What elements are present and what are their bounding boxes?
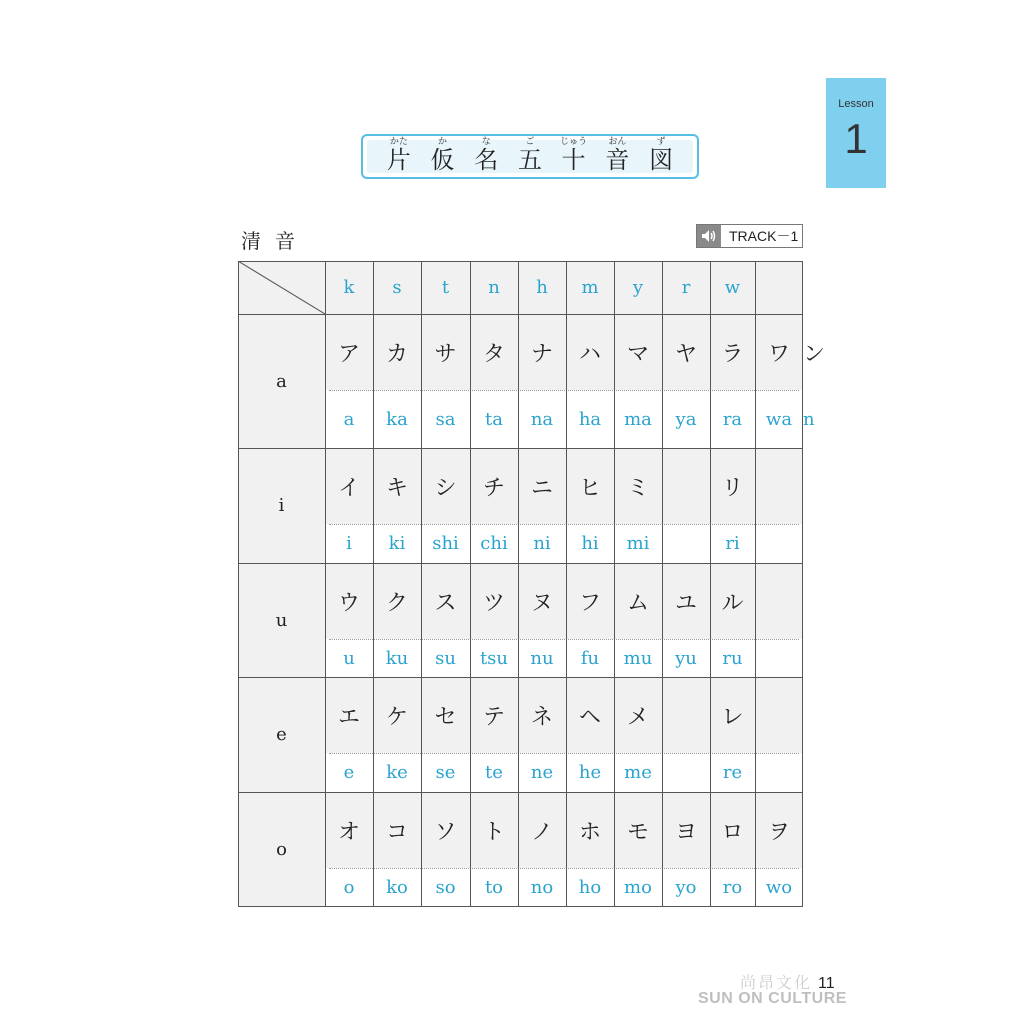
column-header: t — [441, 277, 450, 298]
romaji-cell: te — [485, 762, 503, 783]
romaji-cell — [755, 524, 803, 563]
title-ruby: な — [481, 137, 491, 147]
romaji-cell: su — [435, 647, 456, 669]
romaji-cell: u — [343, 647, 355, 669]
vowel-label: u — [275, 609, 288, 631]
row-divider — [329, 390, 799, 391]
kana-cell: ユ — [674, 590, 697, 616]
grid-vline — [710, 261, 711, 907]
kana-cell: キ — [385, 475, 408, 501]
kana-cell: ウ — [337, 590, 360, 616]
grid-vline — [421, 261, 422, 907]
watermark-cn: 尚昂文化 — [740, 973, 813, 992]
grid-hline — [238, 677, 803, 678]
grid-hline — [238, 261, 803, 262]
romaji-cell: ma — [624, 408, 652, 430]
kana-cell: ヨ — [674, 819, 697, 845]
romaji-cell: ne — [530, 762, 554, 783]
vowel-label: e — [276, 724, 287, 745]
grid-hline — [238, 563, 803, 564]
speaker-icon — [697, 225, 721, 247]
kana-cell: ム — [626, 590, 649, 616]
page-title — [361, 134, 699, 179]
romaji-cell: ru — [722, 647, 743, 669]
kana-cell: ミ — [626, 475, 649, 501]
column-header: k — [343, 277, 355, 298]
kana-cell — [662, 448, 710, 524]
romaji-cell: i — [346, 533, 352, 554]
romaji-cell: n — [803, 408, 815, 430]
title-char — [469, 137, 503, 173]
romaji-cell: no — [530, 877, 554, 898]
romaji-cell: mo — [624, 877, 652, 898]
romaji-cell: mu — [623, 647, 653, 669]
title-kanji: 名 — [474, 146, 499, 174]
romaji-cell: ha — [578, 408, 602, 430]
title-char — [600, 137, 634, 173]
kana-cell: ヲ — [767, 819, 790, 845]
kana-cell: レ — [721, 704, 744, 730]
romaji-cell: na — [530, 408, 554, 430]
kana-cell: タ — [482, 341, 505, 367]
romaji-cell: e — [343, 762, 355, 783]
vowel-label: o — [276, 839, 287, 860]
title-ruby: ず — [656, 137, 666, 147]
title-ruby: ご — [525, 137, 535, 147]
kana-cell: テ — [482, 704, 505, 730]
romaji-cell: hi — [581, 533, 599, 554]
kana-cell: シ — [434, 475, 457, 501]
kana-cell: ハ — [578, 341, 601, 367]
romaji-cell: to — [484, 877, 504, 898]
romaji-cell: ho — [578, 877, 602, 898]
kana-cell: モ — [626, 819, 649, 845]
romaji-cell: fu — [580, 647, 600, 669]
column-header: m — [581, 277, 599, 298]
katakana-table — [238, 261, 826, 907]
romaji-cell: ro — [722, 877, 743, 898]
romaji-cell: so — [435, 877, 456, 898]
page-number: 11 — [818, 975, 835, 992]
romaji-cell: ko — [386, 877, 408, 898]
kana-cell: チ — [482, 475, 505, 501]
romaji-cell: yu — [675, 647, 697, 669]
title-char — [513, 137, 547, 173]
column-header: y — [632, 277, 644, 298]
kana-cell: カ — [385, 341, 408, 367]
grid-vline — [325, 261, 326, 907]
kana-cell: コ — [385, 819, 408, 845]
track-label: TRACK－1 — [729, 228, 799, 244]
watermark-en: SUN ON CULTURE — [698, 990, 847, 1007]
title-chars — [367, 137, 693, 174]
kana-cell: フ — [578, 590, 601, 616]
kana-cell: ネ — [530, 704, 553, 730]
grid-vline — [238, 261, 239, 907]
grid-vline — [755, 261, 756, 907]
romaji-cell — [662, 753, 710, 792]
grid-hline — [238, 792, 803, 793]
title-ruby: かた — [389, 137, 408, 147]
row-divider — [329, 868, 799, 869]
title-char — [557, 137, 591, 173]
romaji-cell: a — [343, 408, 355, 430]
title-ruby: おん — [608, 137, 627, 147]
column-header: n — [488, 277, 500, 298]
title-char — [426, 137, 460, 173]
romaji-cell: he — [578, 762, 602, 783]
romaji-cell: yo — [675, 877, 697, 898]
row-divider — [329, 639, 799, 640]
column-header: r — [681, 277, 691, 298]
title-ruby: じゅう — [560, 137, 588, 147]
kana-cell: ル — [721, 590, 744, 616]
romaji-cell: chi — [480, 533, 508, 554]
romaji-cell — [662, 524, 710, 563]
kana-cell: ン — [803, 341, 826, 367]
title-kanji: 音 — [605, 146, 630, 174]
kana-cell: オ — [337, 819, 360, 845]
corner-diagonal — [238, 261, 325, 314]
kana-cell: ノ — [530, 819, 553, 845]
romaji-cell: o — [343, 877, 355, 898]
title-kanji: 片 — [386, 146, 411, 174]
kana-cell: ア — [337, 341, 360, 367]
romaji-cell — [755, 753, 803, 792]
romaji-cell: ni — [533, 533, 551, 554]
grid-vline — [518, 261, 519, 907]
grid-vline — [662, 261, 663, 907]
romaji-cell: wa — [765, 408, 793, 430]
row-divider — [329, 753, 799, 754]
kana-cell: ラ — [721, 341, 744, 367]
kana-cell: マ — [626, 341, 649, 367]
kana-cell: ツ — [482, 590, 505, 616]
title-kanji: 図 — [649, 146, 674, 174]
grid-vline — [566, 261, 567, 907]
column-header — [755, 261, 803, 314]
track-badge[interactable] — [696, 224, 803, 248]
grid-vline — [802, 261, 803, 907]
kana-cell: ヤ — [674, 341, 697, 367]
title-char — [382, 137, 416, 173]
romaji-cell: ku — [385, 647, 409, 669]
title-kanji: 十 — [561, 146, 586, 174]
romaji-cell — [755, 639, 803, 677]
romaji-cell: ka — [386, 408, 408, 430]
kana-cell: ホ — [578, 819, 601, 845]
title-ruby: か — [438, 137, 448, 147]
kana-cell: ヌ — [530, 590, 553, 616]
romaji-cell: re — [722, 762, 743, 783]
title-char — [644, 137, 678, 173]
romaji-cell: sa — [435, 408, 456, 430]
kana-cell: リ — [721, 475, 744, 501]
grid-vline — [614, 261, 615, 907]
romaji-cell: se — [435, 762, 456, 783]
lesson-number: 1 — [844, 115, 868, 162]
romaji-cell: shi — [432, 533, 459, 554]
grid-vline — [373, 261, 374, 907]
row-divider — [329, 524, 799, 525]
kana-cell: イ — [337, 475, 360, 501]
kana-cell: ヘ — [578, 704, 601, 730]
romaji-cell: tsu — [479, 647, 509, 669]
kana-cell: ナ — [530, 341, 553, 367]
romaji-cell: ya — [675, 408, 697, 430]
title-kanji: 五 — [517, 146, 542, 174]
kana-cell: エ — [337, 704, 360, 730]
kana-cell: ス — [434, 590, 457, 616]
romaji-cell: ki — [388, 533, 406, 554]
romaji-cell: ra — [722, 408, 743, 430]
kana-cell: セ — [434, 704, 457, 730]
kana-cell: サ — [434, 341, 457, 367]
romaji-cell: wo — [765, 877, 793, 898]
romaji-cell: mi — [626, 533, 650, 554]
romaji-cell: ta — [485, 408, 503, 430]
kana-cell: メ — [626, 704, 649, 730]
title-kanji: 仮 — [430, 146, 455, 174]
vowel-label: i — [278, 495, 285, 516]
kana-cell: ニ — [530, 475, 553, 501]
kana-cell: ケ — [385, 704, 408, 730]
kana-cell — [755, 677, 803, 753]
kana-cell: ト — [482, 819, 505, 845]
column-header: h — [536, 277, 548, 298]
romaji-cell: ri — [725, 533, 740, 554]
kana-cell: ロ — [721, 819, 744, 845]
section-label: 清音 — [241, 229, 309, 253]
grid-vline — [470, 261, 471, 907]
column-header: s — [392, 277, 402, 298]
kana-cell — [755, 563, 803, 639]
kana-cell: ソ — [434, 819, 457, 845]
kana-cell — [662, 677, 710, 753]
romaji-cell: ke — [386, 762, 408, 783]
lesson-tab — [826, 78, 886, 188]
vowel-label: a — [276, 370, 287, 392]
grid-hline — [238, 906, 803, 907]
lesson-label: Lesson — [838, 98, 874, 110]
grid-hline — [238, 314, 803, 315]
grid-hline — [238, 448, 803, 449]
kana-cell — [755, 448, 803, 524]
romaji-cell: me — [624, 762, 652, 783]
kana-cell: ク — [385, 590, 408, 616]
kana-cell: ヒ — [578, 475, 601, 501]
romaji-cell: nu — [530, 647, 554, 669]
column-header: w — [724, 277, 741, 298]
kana-cell: ワ — [767, 341, 790, 367]
